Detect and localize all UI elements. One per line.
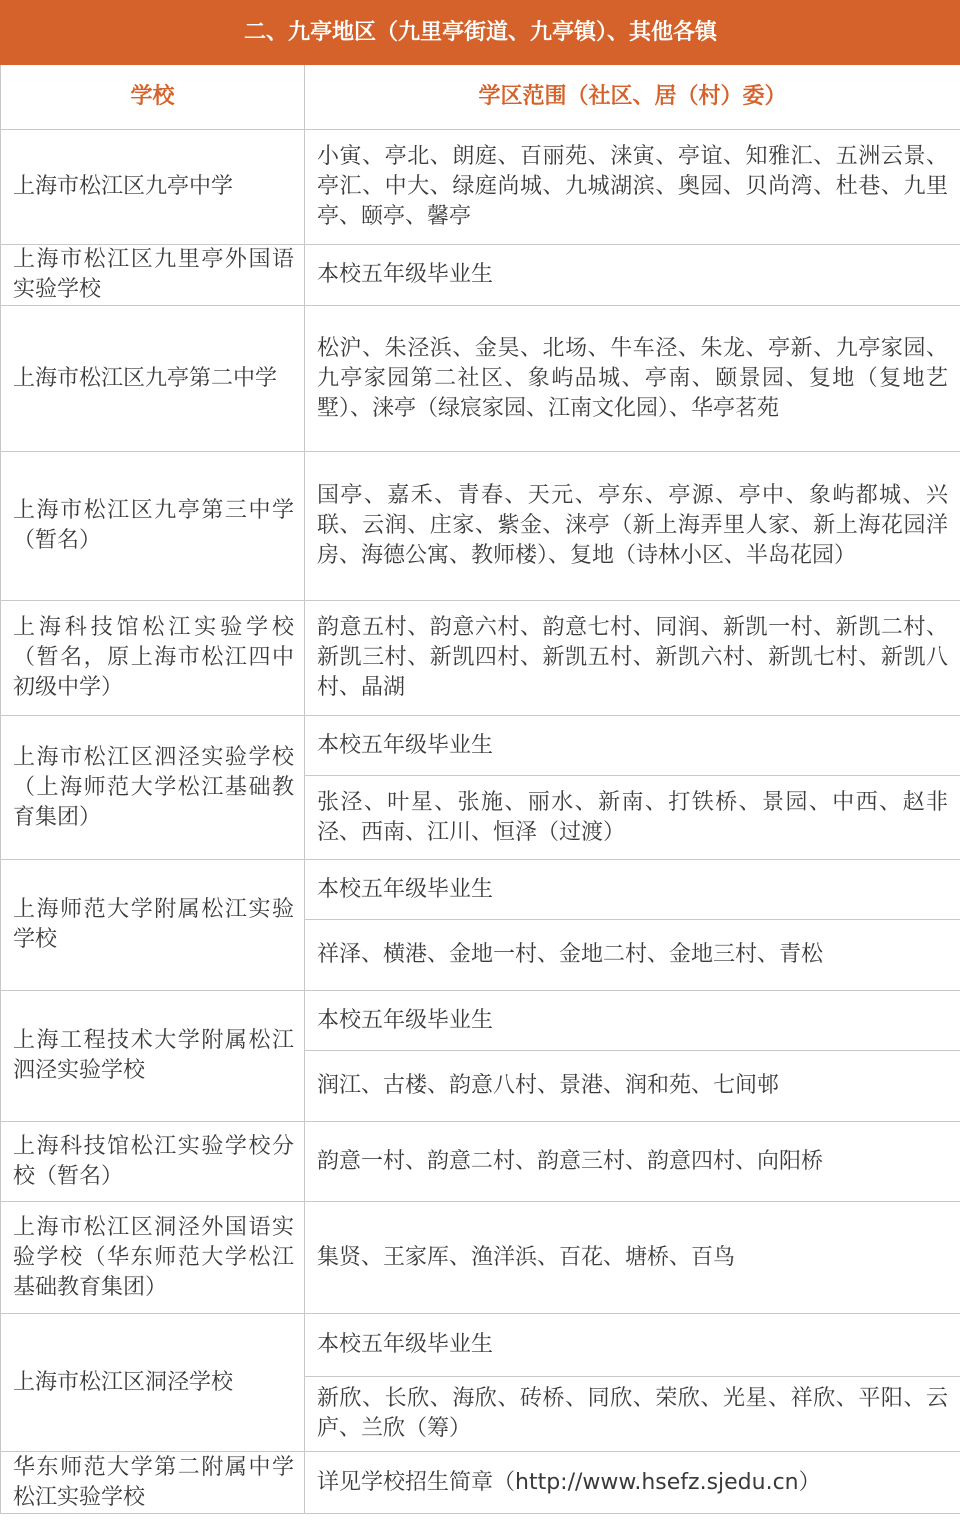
district-scope-cell: 集贤、王家厍、渔洋浜、百花、塘桥、百鸟 <box>305 1202 960 1314</box>
district-scope-cell: 润江、古楼、韵意八村、景港、润和苑、七间邨 <box>305 1051 960 1122</box>
header-school: 学校 <box>1 65 305 130</box>
school-name-cell: 上海市松江区九亭中学 <box>1 130 305 245</box>
district-scope-cell: 松沪、朱泾浜、金昊、北场、牛车泾、朱龙、亭新、九亭家园、九亭家园第二社区、象屿品城、亭南、颐景园、复地（复地艺墅）、涞亭（绿宸家园、江南文化园）、华亭茗苑 <box>305 306 960 452</box>
table-row <box>1 860 960 920</box>
school-name-cell: 上海市松江区洞泾学校 <box>1 1314 305 1452</box>
school-name-cell: 上海市松江区洞泾外国语实验学校（华东师范大学松江基础教育集团） <box>1 1202 305 1314</box>
district-scope-cell: 本校五年级毕业生 <box>305 1314 960 1377</box>
district-scope-cell: 本校五年级毕业生 <box>305 991 960 1051</box>
district-scope-cell: 韵意五村、韵意六村、韵意七村、同润、新凯一村、新凯二村、新凯三村、新凯四村、新凯五村、新凯六村、新凯七村、新凯八村、晶湖 <box>305 601 960 716</box>
district-scope-cell: 本校五年级毕业生 <box>305 716 960 776</box>
district-scope-cell: 新欣、长欣、海欣、砖桥、同欣、荣欣、光星、祥欣、平阳、云庐、兰欣（筹） <box>305 1377 960 1452</box>
district-scope-cell: 本校五年级毕业生 <box>305 245 960 306</box>
school-name-cell: 上海市松江区泗泾实验学校（上海师范大学松江基础教育集团） <box>1 716 305 860</box>
table-row <box>1 245 960 306</box>
school-name-cell: 上海科技馆松江实验学校分校（暂名） <box>1 1122 305 1202</box>
district-scope-cell: 本校五年级毕业生 <box>305 860 960 920</box>
header-scope: 学区范围（社区、居（村）委） <box>305 65 960 130</box>
district-scope-cell: 韵意一村、韵意二村、韵意三村、韵意四村、向阳桥 <box>305 1122 960 1202</box>
title-row <box>1 1 960 65</box>
district-scope-cell: 张泾、叶星、张施、丽水、新南、打铁桥、景园、中西、赵非泾、西南、江川、恒泽（过渡） <box>305 776 960 860</box>
table-row <box>1 130 960 245</box>
table-row <box>1 716 960 776</box>
table-row <box>1 601 960 716</box>
district-scope-cell: 小寅、亭北、朗庭、百丽苑、涞寅、亭谊、知雅汇、五洲云景、亭汇、中大、绿庭尚城、九城湖滨、奥园、贝尚湾、杜巷、九里亭、颐亭、馨亭 <box>305 130 960 245</box>
header-row <box>1 65 960 130</box>
school-name-cell: 华东师范大学第二附属中学松江实验学校 <box>1 1452 305 1514</box>
table-title: 二、九亭地区（九里亭街道、九亭镇）、其他各镇 <box>1 1 960 65</box>
table-row <box>1 1202 960 1314</box>
district-scope-cell: 国亭、嘉禾、青春、天元、亭东、亭源、亭中、象屿都城、兴联、云润、庄家、紫金、涞亭（新上海弄里人家、新上海花园洋房、海德公寓、教师楼）、复地（诗林小区、半岛花园） <box>305 452 960 601</box>
school-name-cell: 上海师范大学附属松江实验学校 <box>1 860 305 991</box>
table-row <box>1 1122 960 1202</box>
table-row <box>1 452 960 601</box>
table-row <box>1 991 960 1051</box>
school-name-cell: 上海工程技术大学附属松江泗泾实验学校 <box>1 991 305 1122</box>
school-name-cell: 上海市松江区九亭第三中学（暂名） <box>1 452 305 601</box>
table-row <box>1 1452 960 1514</box>
school-name-cell: 上海市松江区九里亭外国语实验学校 <box>1 245 305 306</box>
district-scope-cell: 详见学校招生简章（http://www.hsefz.sjedu.cn） <box>305 1452 960 1514</box>
table-row <box>1 1314 960 1377</box>
district-scope-cell: 祥泽、横港、金地一村、金地二村、金地三村、青松 <box>305 920 960 991</box>
school-name-cell: 上海市松江区九亭第二中学 <box>1 306 305 452</box>
table-row <box>1 306 960 452</box>
school-name-cell: 上海科技馆松江实验学校（暂名，原上海市松江四中初级中学） <box>1 601 305 716</box>
